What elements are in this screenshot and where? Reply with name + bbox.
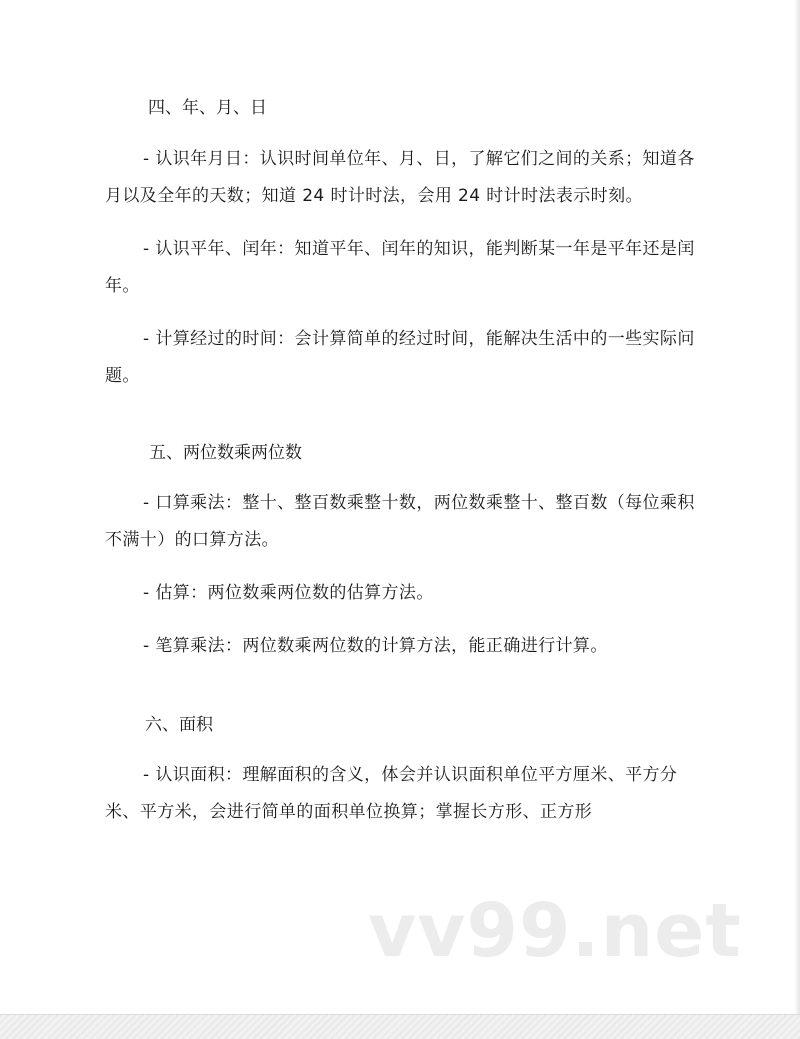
paragraph: - 计算经过的时间：会计算简单的经过时间，能解决生活中的一些实际问题。: [105, 329, 695, 386]
section-area: [105, 705, 695, 831]
section-heading: 五、两位数乘两位数: [149, 443, 302, 463]
paragraph: - 认识平年、闰年：知道平年、闰年的知识，能判断某一年是平年还是闰年。: [105, 239, 695, 296]
page-edge-shadow: [794, 0, 800, 1015]
section-two-digit-multiplication: [105, 433, 695, 665]
paragraph: - 笔算乘法：两位数乘两位数的计算方法，能正确进行计算。: [143, 636, 608, 656]
watermark-text: vv99.net: [368, 888, 742, 974]
paragraph: - 认识面积：理解面积的含义，体会并认识面积单位平方厘米、平方分米、平方米，会进行简单的面积单位换算；掌握长方形、正方形: [105, 765, 678, 822]
paragraph: - 估算：两位数乘两位数的估算方法。: [143, 583, 434, 603]
section-heading: 六、面积: [145, 715, 213, 735]
section-year-month-day: [105, 88, 695, 395]
document-body: [105, 88, 695, 847]
page-bottom-border: [0, 1014, 800, 1039]
paragraph: - 认识年月日：认识时间单位年、月、日，了解它们之间的关系；知道各月以及全年的天数；知道 24 时计时法，会用 24 时计时法表示时刻。: [105, 149, 695, 206]
section-heading: 四、年、月、日: [148, 98, 267, 118]
paragraph: - 口算乘法：整十、整百数乘整十数，两位数乘整十、整百数（每位乘积不满十）的口算方法。: [105, 493, 695, 550]
